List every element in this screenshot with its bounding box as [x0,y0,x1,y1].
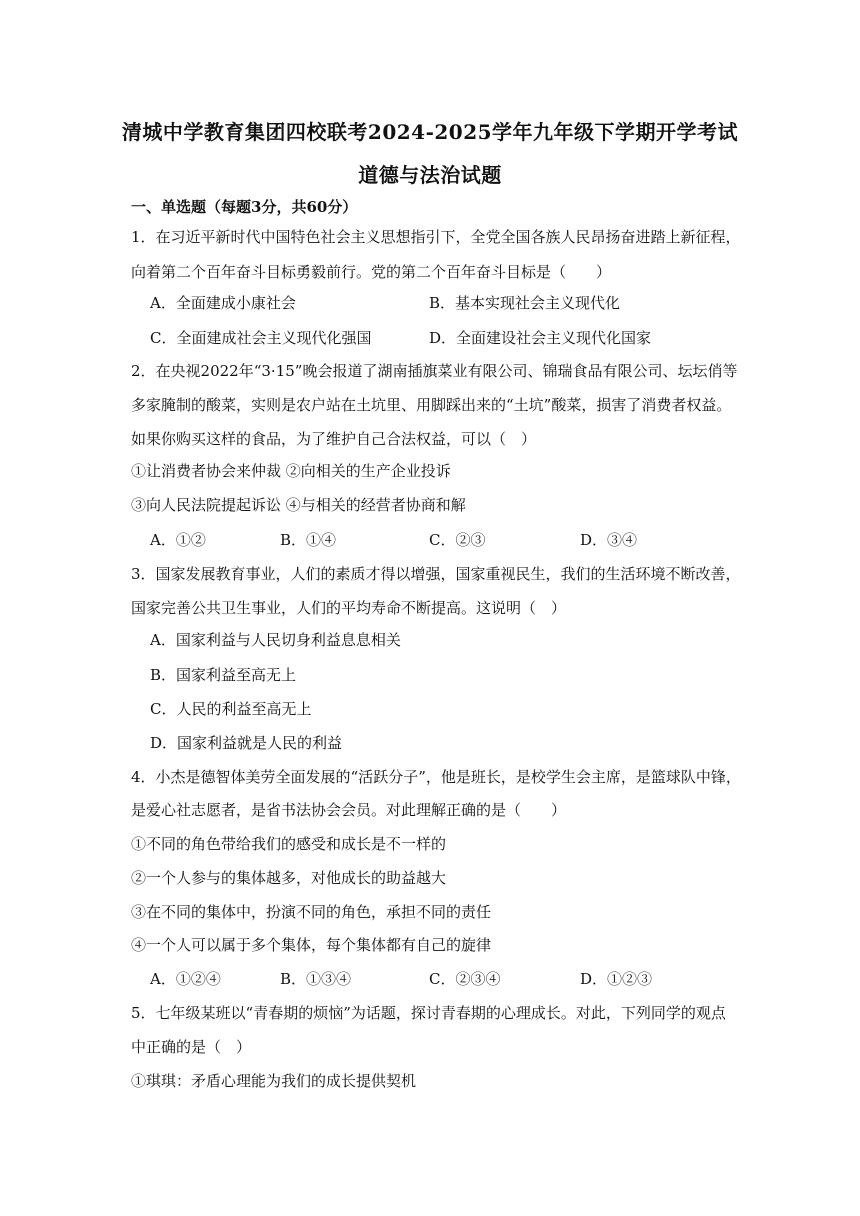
q3-option-d: D．国家利益就是人民的利益 [150,734,343,752]
section-heading: 一、单选题（每题3分，共60分） [131,198,358,216]
q4-stem-line2: 是爱心社志愿者，是省书法协会会员。对此理解正确的是（ ） [131,801,567,819]
q4-statement-3: ③在不同的集体中，扮演不同的角色，承担不同的责任 [131,903,492,921]
q2-option-b: B．①④ [280,531,337,549]
q2-stem-line3: 如果你购买这样的食品，为了维护自己合法权益，可以（ ） [131,430,537,448]
q1-option-d: D．全面建设社会主义现代化国家 [429,329,652,347]
q5-stem-line1: 5．七年级某班以“青春期的烦恼”为话题，探讨青春期的心理成长。对此，下列同学的观点 [131,1004,726,1022]
q1-stem-line2: 向着第二个百年奋斗目标勇毅前行。党的第二个百年奋斗目标是（ ） [131,263,612,281]
q4-stem-line1: 4．小杰是德智体美劳全面发展的“活跃分子”，他是班长，是校学生会主席，是篮球队中锋， [131,768,741,786]
q4-statement-2: ②一个人参与的集体越多，对他成长的助益越大 [131,869,447,887]
q5-stem-line2: 中正确的是（ ） [131,1038,252,1056]
q5-statement-1: ①琪琪：矛盾心理能为我们的成长提供契机 [131,1072,417,1090]
exam-title: 清城中学教育集团四校联考2024-2025学年九年级下学期开学考试 [121,120,739,144]
q3-option-a: A．国家利益与人民切身利益息息相关 [150,631,401,649]
exam-subtitle: 道德与法治试题 [358,163,502,187]
q2-statement-2: ③向人民法院提起诉讼 ④与相关的经营者协商和解 [131,496,466,514]
q3-option-c: C．人民的利益至高无上 [150,700,312,718]
q4-option-b: B．①③④ [280,970,352,988]
q4-option-c: C．②③④ [429,970,501,988]
q1-stem-line1: 1．在习近平新时代中国特色社会主义思想指引下，全党全国各族人民昂扬奋进踏上新征程， [131,228,741,246]
q1-option-b: B．基本实现社会主义现代化 [429,294,621,312]
q2-option-a: A．①② [150,531,206,549]
q3-stem-line2: 国家完善公共卫生事业，人们的平均寿命不断提高。这说明（ ） [131,599,567,617]
q4-statement-4: ④一个人可以属于多个集体，每个集体都有自己的旋律 [131,936,492,954]
q2-stem-line2: 多家腌制的酸菜，实则是农户站在土坑里、用脚踩出来的“土坑”酸菜，损害了消费者权益。 [131,396,732,414]
q4-statement-1: ①不同的角色带给我们的感受和成长是不一样的 [131,835,447,853]
q4-option-a: A．①②④ [150,970,221,988]
q2-option-c: C．②③ [429,531,486,549]
q3-stem-line1: 3．国家发展教育事业，人们的素质才得以增强，国家重视民生，我们的生活环境不断改善， [131,565,741,583]
q4-option-d: D．①②③ [580,970,653,988]
q2-stem-line1: 2．在央视2022年“3·15”晚会报道了湖南插旗菜业有限公司、锦瑞食品有限公司、坛坛俏等 [131,362,738,380]
q2-statement-1: ①让消费者协会来仲裁 ②向相关的生产企业投诉 [131,462,451,480]
q3-option-b: B．国家利益至高无上 [150,666,297,684]
q1-option-a: A．全面建成小康社会 [150,294,296,312]
q2-option-d: D．③④ [580,531,638,549]
q1-option-c: C．全面建成社会主义现代化强国 [150,329,372,347]
